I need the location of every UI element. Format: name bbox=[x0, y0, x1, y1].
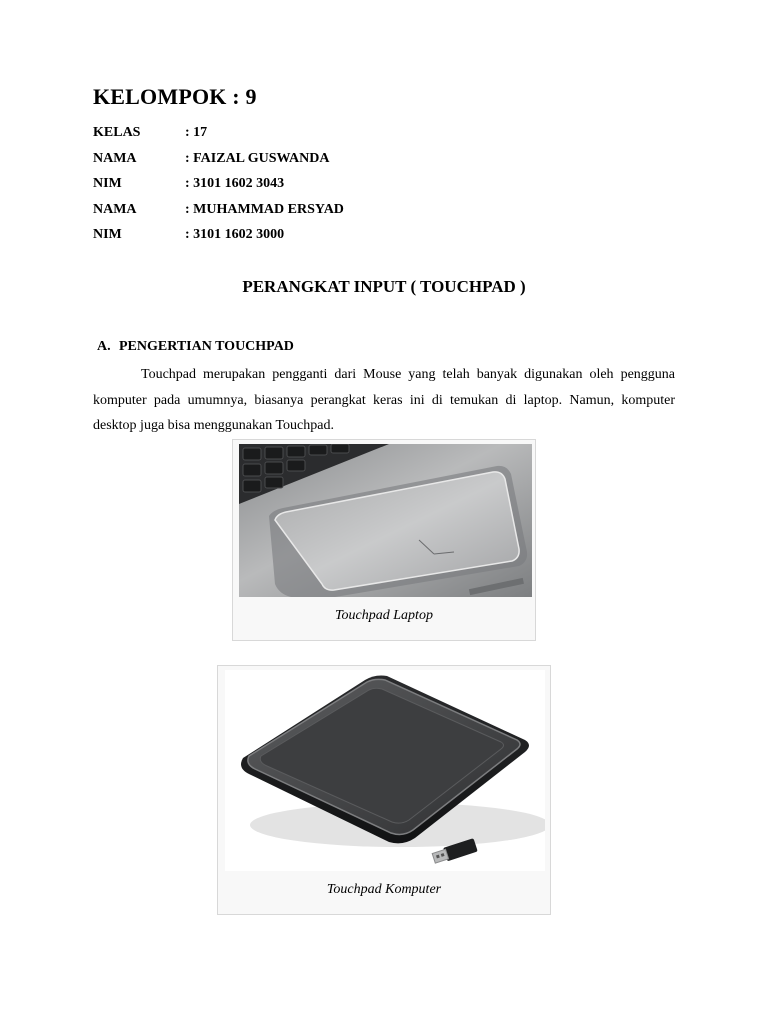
identity-label: NAMA bbox=[93, 151, 137, 166]
figure-laptop-touchpad bbox=[232, 439, 536, 641]
identity-value: : MUHAMMAD ERSYAD bbox=[185, 202, 344, 217]
identity-value: : 17 bbox=[185, 125, 208, 140]
identity-value: : 3101 1602 3043 bbox=[185, 176, 285, 191]
document-title: PERANGKAT INPUT ( TOUCHPAD ) bbox=[242, 277, 526, 296]
identity-label: NIM bbox=[93, 227, 122, 242]
identity-row-nama-2 bbox=[93, 202, 344, 218]
identity-row-nama-1 bbox=[93, 151, 329, 167]
section-paragraph: Touchpad merupakan pengganti dari Mouse yang telah banyak digunakan oleh pengguna komputer pada umumnya, biasanya perangkat keras ini di temukan di laptop. Namun, komputer desktop juga bisa menggunakan Touchpad. bbox=[93, 367, 675, 433]
laptop-touchpad-photo bbox=[239, 444, 532, 597]
identity-label: NAMA bbox=[93, 202, 137, 217]
group-heading: KELOMPOK : 9 bbox=[93, 84, 257, 109]
figure-caption: Touchpad Laptop bbox=[335, 608, 433, 623]
identity-label: NIM bbox=[93, 176, 122, 191]
identity-row-kelas bbox=[93, 125, 207, 141]
desktop-touchpad-photo bbox=[225, 670, 545, 871]
figure-caption: Touchpad Komputer bbox=[326, 882, 442, 897]
identity-value: : 3101 1602 3000 bbox=[185, 227, 285, 242]
identity-row-nim-2 bbox=[93, 227, 284, 243]
figure-desktop-touchpad bbox=[217, 665, 551, 915]
identity-value: : FAIZAL GUSWANDA bbox=[185, 151, 330, 166]
identity-label: KELAS bbox=[93, 125, 141, 140]
identity-row-nim-1 bbox=[93, 176, 284, 192]
section-heading-text: PENGERTIAN TOUCHPAD bbox=[119, 339, 294, 354]
section-heading bbox=[97, 339, 294, 355]
section-letter: A. bbox=[97, 339, 111, 354]
